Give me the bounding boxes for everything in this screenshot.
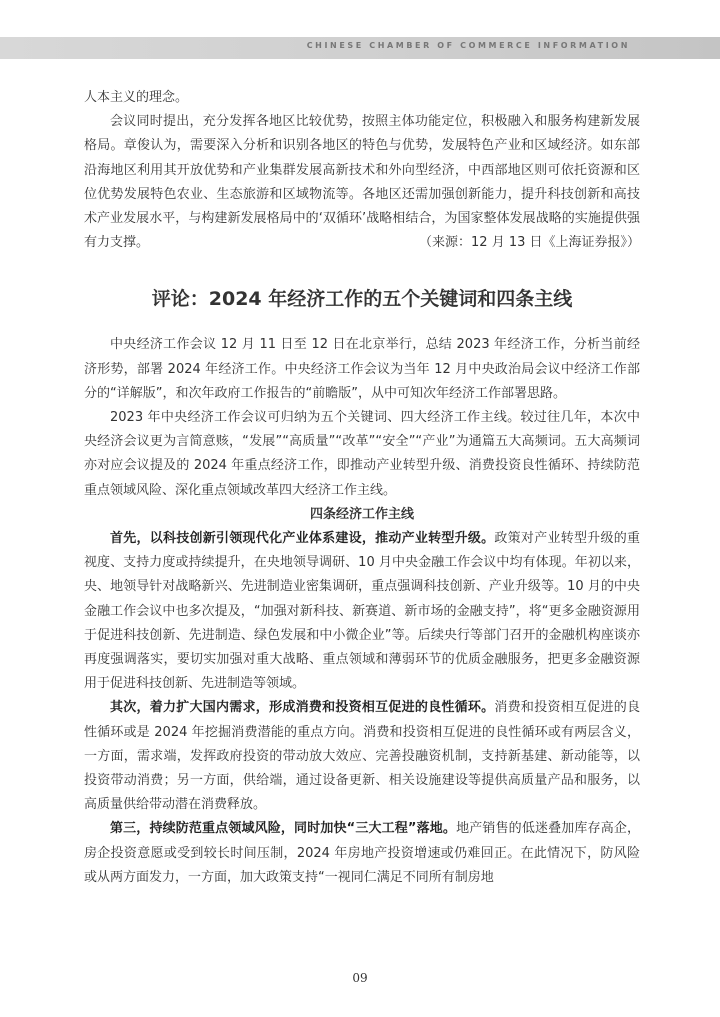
page-content bbox=[84, 86, 640, 890]
paragraph-with-source bbox=[84, 110, 640, 255]
point-lead: 首先，以科技创新引领现代化产业体系建设，推动产业转型升级。 bbox=[110, 531, 495, 547]
point-lead: 第三，持续防范重点领域风险，同时加快“三大工程”落地。 bbox=[110, 821, 457, 837]
paragraph bbox=[84, 527, 640, 696]
section-heading: 四条经济工作主线 bbox=[309, 506, 414, 522]
source-citation: （来源：12 月 13 日《上海证券报》） bbox=[419, 235, 640, 251]
point-body: 消费和投资相互促进的良性循环或是 2024 年挖掘消费潜能的重点方向。消费和投资相互促进的良性循环或有两层含义，一方面，需求端，发挥政府投资的带动放大效应、完善投融资机制，支持新基建、新动能等，以投资带动消费；另一方面，供给端，通过设备更新、相关设施建设等提供高质量产品和服务，以高质量供给带动潜在消费释放。 bbox=[84, 700, 640, 813]
paragraph bbox=[84, 817, 640, 890]
paragraph: 2023 年中央经济工作会议可归纳为五个关键词、四大经济工作主线。较过往几年，本次中央经济会议更为言简意赅，“发展”“高质量”“改革”“安全”“产业”为通篇五大高频词。五大高频词亦对应会议提及的 2024 年重点经济工作，即推动产业转型升级、消费投资良性循环、持续防范重点领域风险、深化重点领域改革四大经济工作主线。 bbox=[84, 410, 640, 498]
paragraph: 中央经济工作会议 12 月 11 日至 12 日在北京举行，总结 2023 年经济工作，分析当前经济形势，部署 2024 年经济工作。中央经济工作会议为当年 12 月中央政治局会议中经济工作部分的“详解版”，和次年政府工作报告的“前瞻版”，从中可知次年经济工作部署思路。 bbox=[84, 337, 640, 401]
paragraph-text: 会议同时提出，充分发挥各地区比较优势，按照主体功能定位，积极融入和服务构建新发展格局。章俊认为，需要深入分析和识别各地区的特色与优势，发展特色产业和区域经济。如东部沿海地区利用其开放优势和产业集群发展高新技术和外向型经济，中西部地区则可依托资源和区位优势发展特色农业、生态旅游和区域物流等。各地区还需加强创新能力，提升科技创新和高技术产业发展水平，与构建新发展格局中的‘双循环’战略相结合，为国家整体发展战略的实施提供强有力支撑。 bbox=[84, 114, 640, 251]
page-number: 09 bbox=[352, 971, 368, 985]
point-body: 政策对产业转型升级的重视度、支持力度或持续提升，在央地领导调研、10 月中央金融工作会议中均有体现。年初以来，央、地领导针对战略新兴、先进制造业密集调研，重点强调科技创新、产业升级等。10 月的中央金融工作会议中也多次提及，“加强对新科技、新赛道、新市场的金融支持”，将“更多金融资源用于促进科技创新、先进制造、绿色发展和中小微企业”等。后续央行等部门召开的金融机构座谈亦再度强调落实，要切实加强对重大战略、重点领域和薄弱环节的优质金融服务，把更多金融资源用于促进科技创新、先进制造等领域。 bbox=[84, 531, 640, 692]
paragraph bbox=[84, 696, 640, 817]
article-title: 评论：2024 年经济工作的五个关键词和四条主线 bbox=[151, 288, 573, 311]
paragraph: 人本主义的理念。 bbox=[84, 90, 189, 105]
point-body: 地产销售的低迷叠加库存高企，房企投资意愿或受到较长时间压制，2024 年房地产投资增速或仍难回正。在此情况下，防风险或从两方面发力，一方面，加大政策支持“一视同仁满足不同所有制房地 bbox=[84, 821, 640, 885]
publication-header: CHINESE CHAMBER OF COMMERCE INFORMATION bbox=[306, 41, 630, 50]
point-lead: 其次，着力扩大国内需求，形成消费和投资相互促进的良性循环。 bbox=[110, 700, 495, 716]
